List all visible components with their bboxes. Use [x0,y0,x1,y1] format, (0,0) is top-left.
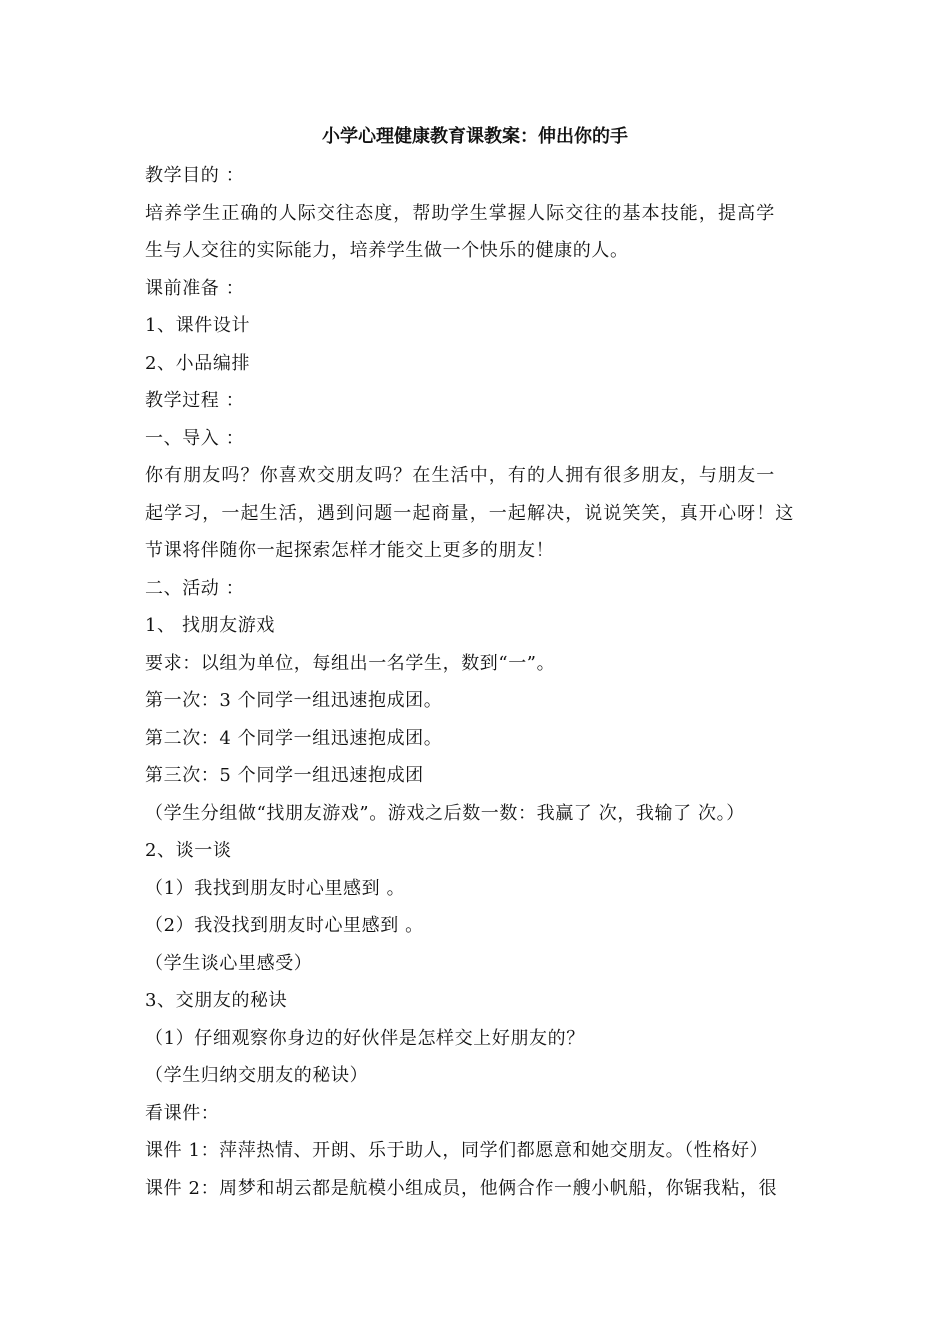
list-item: 1、 找朋友游戏 [145,615,275,636]
paragraph-line: 生与人交往的实际能力，培养学生做一个快乐的健康的人。 [145,240,629,261]
section-heading-preparation: 课前准备 ： [145,277,245,299]
document-title: 小学心理健康教育课教案：伸出你的手 [322,126,628,147]
list-item: 1、课件设计 [145,315,251,336]
list-item: 2、小品编排 [145,352,251,374]
paragraph-line: （学生谈心里感受） [145,952,313,974]
paragraph-line: 你有朋友吗？你喜欢交朋友吗？在生活中，有的人拥有很多朋友，与朋友一 [145,465,776,486]
paragraph-line: （1）仔细观察你身边的好伙伴是怎样交上好朋友的？ [145,1027,585,1049]
paragraph-line: （学生分组做“找朋友游戏”。游戏之后数一数：我赢了 次，我输了 次。） [145,802,745,824]
paragraph-line: 起学习，一起生活，遇到问题一起商量，一起解决，说说笑笑，真开心呀！这 [145,502,795,524]
list-item: 2、谈一谈 [145,840,232,861]
paragraph-line: 课件 2：周梦和胡云都是航模小组成员，他俩合作一艘小帆船，你锯我粘，很 [145,1177,778,1199]
section-heading-intro: 一、导入 ： [145,427,245,449]
paragraph-line: 第二次：4 个同学一组迅速抱成团。 [145,727,443,749]
paragraph-line: 课件 1：萍萍热情、开朗、乐于助人，同学们都愿意和她交朋友。（性格好） [145,1140,769,1161]
paragraph-line: 节课将伴随你一起探索怎样才能交上更多的朋友！ [145,540,555,561]
paragraph-line: 培养学生正确的人际交往态度，帮助学生掌握人际交往的基本技能，提高学 [145,202,776,224]
paragraph-line: （1）我找到朋友时心里感到 。 [145,877,406,899]
paragraph-line: 第一次：3 个同学一组迅速抱成团。 [145,690,443,711]
paragraph-line: 第三次：5 个同学一组迅速抱成团 [145,765,424,786]
list-item: 3、交朋友的秘诀 [145,990,288,1011]
paragraph-line: 看课件： [145,1102,220,1124]
document-body [145,157,810,1207]
section-heading-process: 教学过程 ： [145,390,245,411]
paragraph-line: 要求：以组为单位，每组出一名学生，数到“一”。 [145,652,556,674]
section-heading-activity: 二、活动 ： [145,577,245,599]
paragraph-line: （学生归纳交朋友的秘诀） [145,1065,369,1086]
section-heading-teaching-goal: 教学目的 ： [145,165,245,186]
paragraph-line: （2）我没找到朋友时心里感到 。 [145,915,424,936]
